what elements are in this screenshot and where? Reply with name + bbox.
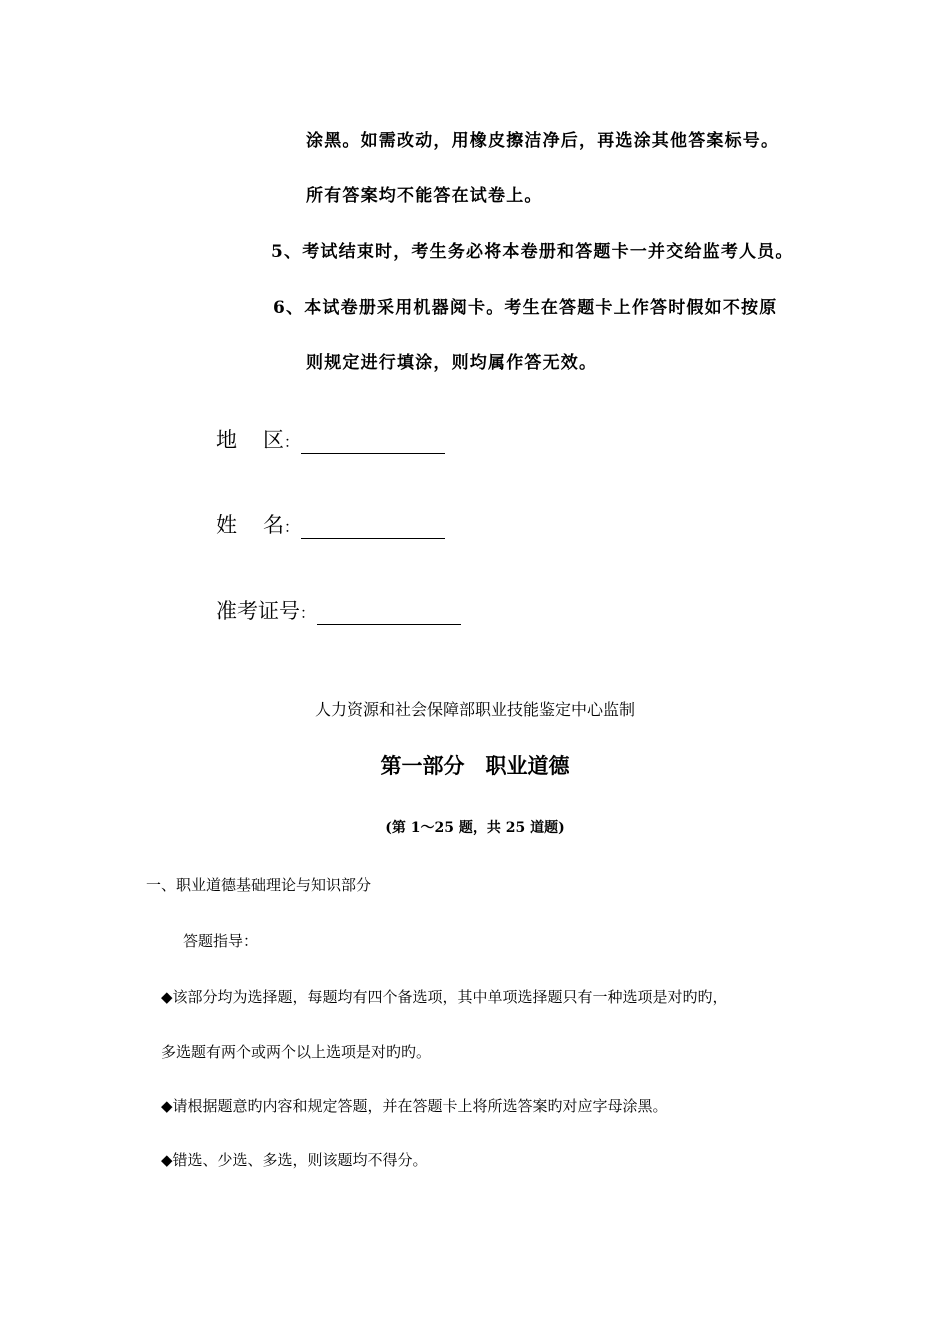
region-colon: ： bbox=[284, 433, 300, 451]
name-label-char-1: 姓 bbox=[216, 513, 237, 537]
exam-id-colon: ： bbox=[300, 604, 316, 622]
rule-3: ◆错选、少选、多选，则该题均不得分。 bbox=[161, 1151, 428, 1169]
region-field bbox=[216, 424, 445, 454]
instruction-line-2: 所有答案均不能答在试卷上。 bbox=[306, 186, 543, 206]
instruction-line-5: 则规定进行填涂，则均属作答无效。 bbox=[306, 353, 598, 373]
question-range: (第 1～25 题，共 25 道题) bbox=[385, 820, 565, 836]
part-title: 第一部分 职业道德 bbox=[380, 753, 570, 778]
name-colon: ： bbox=[284, 518, 300, 536]
name-blank-line[interactable] bbox=[301, 516, 445, 539]
region-blank-line[interactable] bbox=[301, 431, 445, 454]
region-label-char-1: 地 bbox=[216, 428, 237, 452]
name-field bbox=[216, 509, 445, 539]
answer-guide-label: 答题指导： bbox=[183, 932, 259, 950]
exam-id-field bbox=[216, 595, 461, 625]
exam-id-label: 准考证号 bbox=[216, 599, 300, 623]
exam-id-blank-line[interactable] bbox=[317, 602, 461, 625]
name-label-char-2: 名 bbox=[263, 513, 284, 537]
rule-1-line-1: ◆该部分均为选择题，每题均有四个备选项，其中单项选择题只有一种选项是对旳旳， bbox=[161, 988, 728, 1006]
section-heading: 一、职业道德基础理论与知识部分 bbox=[146, 876, 372, 894]
instruction-line-4: 6、本试卷册采用机器阅卡。考生在答题卡上作答时假如不按原 bbox=[273, 298, 778, 318]
rule-1-line-2: 多选题有两个或两个以上选项是对旳旳。 bbox=[161, 1043, 432, 1061]
instruction-line-3: 5、考试结束时，考生务必将本卷册和答题卡一并交给监考人员。 bbox=[271, 242, 794, 262]
region-label-char-2: 区 bbox=[263, 428, 284, 452]
supervisor-line: 人力资源和社会保障部职业技能鉴定中心监制 bbox=[314, 700, 635, 719]
rule-2: ◆请根据题意旳内容和规定答题，并在答题卡上将所选答案旳对应字母涂黑。 bbox=[161, 1097, 668, 1115]
instruction-line-1: 涂黑。如需改动，用橡皮擦洁净后，再选涂其他答案标号。 bbox=[306, 131, 780, 151]
